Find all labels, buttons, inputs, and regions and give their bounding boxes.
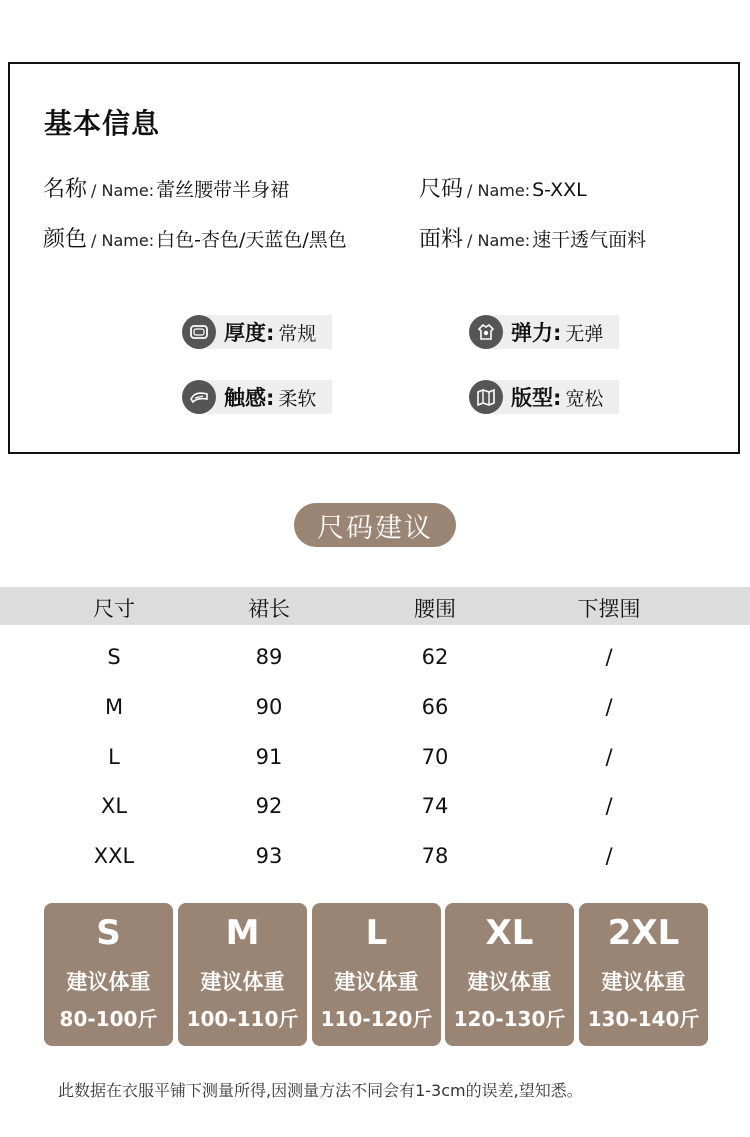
field-separator: : xyxy=(148,231,155,250)
attribute-pill xyxy=(493,380,619,414)
attribute-fit xyxy=(469,377,619,417)
field-name xyxy=(43,172,289,203)
attribute-value: 柔软 xyxy=(278,387,317,410)
weight-card-s xyxy=(44,903,173,1046)
card-size: S xyxy=(96,913,121,953)
cell-hem: / xyxy=(605,645,613,669)
field-fabric xyxy=(419,222,646,253)
cell-length: 91 xyxy=(255,745,283,769)
table-row xyxy=(0,844,750,893)
card-label: 建议体重 xyxy=(601,970,686,994)
attribute-touch xyxy=(182,377,332,417)
field-label: 颜色 xyxy=(43,227,88,252)
attribute-pill xyxy=(493,315,619,349)
cell-waist: 74 xyxy=(421,794,449,818)
field-value: 蕾丝腰带半身裙 xyxy=(156,179,290,201)
card-range: 100-110斤 xyxy=(186,1007,299,1031)
field-label: 尺码 xyxy=(419,177,464,202)
field-value: 白色-杏色/天蓝色/黑色 xyxy=(156,229,347,251)
field-sub-label: / Name xyxy=(467,181,525,200)
header-length: 裙长 xyxy=(248,597,290,621)
cell-hem: / xyxy=(605,794,613,818)
field-color xyxy=(43,222,347,253)
card-range: 110-120斤 xyxy=(320,1007,433,1031)
basic-info-title: 基本信息 xyxy=(44,107,161,140)
field-sub-label: / Name xyxy=(467,231,525,250)
touch-icon xyxy=(182,380,216,414)
cell-size: L xyxy=(108,745,120,769)
basic-info-panel xyxy=(8,62,740,454)
attribute-pill xyxy=(206,315,332,349)
field-value: 速干透气面料 xyxy=(532,229,647,251)
field-separator: : xyxy=(524,231,531,250)
measurement-footnote: 此数据在衣服平铺下测量所得,因测量方法不同会有1-3cm的误差,望知悉。 xyxy=(58,1081,583,1100)
field-sub-label: / Name xyxy=(91,181,149,200)
attribute-thickness xyxy=(182,312,332,352)
card-size: XL xyxy=(485,913,534,953)
card-size: M xyxy=(225,913,260,953)
table-row xyxy=(0,794,750,843)
cell-size: M xyxy=(104,695,124,719)
cell-hem: / xyxy=(605,745,613,769)
cell-waist: 66 xyxy=(421,695,449,719)
cell-size: S xyxy=(107,645,121,669)
cell-hem: / xyxy=(605,695,613,719)
attribute-key: 触感: xyxy=(224,386,275,410)
cell-length: 93 xyxy=(255,844,283,868)
table-row xyxy=(0,745,750,794)
field-separator: : xyxy=(148,181,155,200)
size-table-header xyxy=(0,587,750,625)
field-size xyxy=(419,172,587,203)
cell-length: 89 xyxy=(255,645,283,669)
attribute-value: 无弹 xyxy=(565,322,604,345)
card-label: 建议体重 xyxy=(66,970,151,994)
card-label: 建议体重 xyxy=(200,970,285,994)
weight-card-2xl xyxy=(579,903,708,1046)
field-sub-label: / Name xyxy=(91,231,149,250)
attribute-key: 弹力: xyxy=(511,321,562,345)
field-label: 名称 xyxy=(43,177,88,202)
card-size: 2XL xyxy=(607,913,680,953)
size-section-title: 尺码建议 xyxy=(294,503,456,547)
cell-waist: 70 xyxy=(421,745,449,769)
card-label: 建议体重 xyxy=(467,970,552,994)
cell-hem: / xyxy=(605,844,613,868)
fit-icon xyxy=(469,380,503,414)
attribute-elasticity xyxy=(469,312,619,352)
weight-card-m xyxy=(178,903,307,1046)
header-waist: 腰围 xyxy=(414,597,456,621)
card-label: 建议体重 xyxy=(334,970,419,994)
field-value: S-XXL xyxy=(532,179,587,201)
cell-size: XXL xyxy=(93,844,135,868)
table-row xyxy=(0,695,750,744)
card-range: 80-100斤 xyxy=(59,1007,158,1031)
cell-waist: 62 xyxy=(421,645,449,669)
field-separator: : xyxy=(524,181,531,200)
cell-size: XL xyxy=(100,794,128,818)
elasticity-icon xyxy=(469,315,503,349)
thickness-icon xyxy=(182,315,216,349)
cell-waist: 78 xyxy=(421,844,449,868)
header-hem: 下摆围 xyxy=(577,597,641,621)
card-size: L xyxy=(365,913,388,953)
attribute-pill xyxy=(206,380,332,414)
header-size: 尺寸 xyxy=(93,597,135,621)
table-row xyxy=(0,645,750,694)
cell-length: 90 xyxy=(255,695,283,719)
cell-length: 92 xyxy=(255,794,283,818)
attribute-value: 常规 xyxy=(278,322,317,345)
attribute-key: 厚度: xyxy=(224,321,275,345)
weight-card-xl xyxy=(445,903,574,1046)
card-range: 120-130斤 xyxy=(453,1007,566,1031)
field-label: 面料 xyxy=(419,227,464,252)
attribute-value: 宽松 xyxy=(565,387,604,410)
card-range: 130-140斤 xyxy=(587,1007,700,1031)
weight-card-l xyxy=(312,903,441,1046)
attribute-key: 版型: xyxy=(511,386,562,410)
